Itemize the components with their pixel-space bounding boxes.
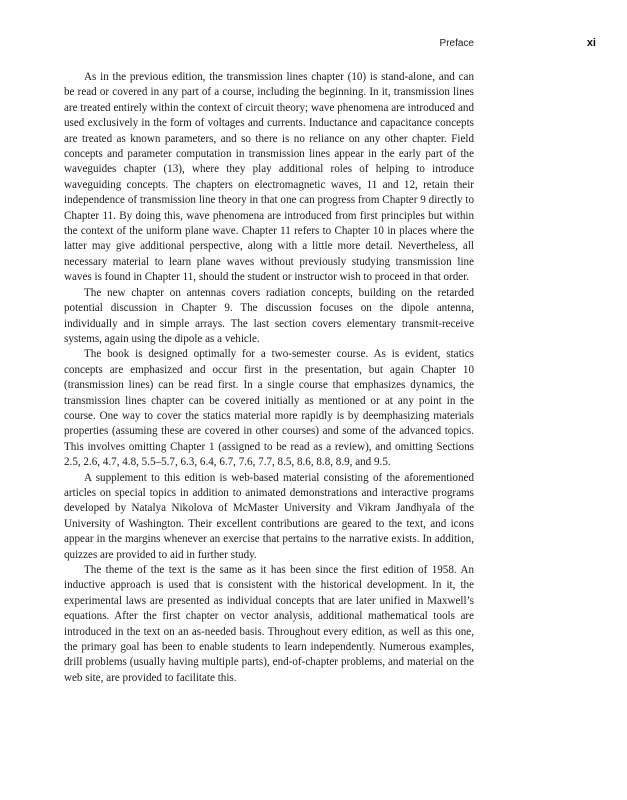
paragraph-antennas: The new chapter on antennas covers radiation concepts, building on the retarded potential discussion in Chapter 9. The discussion focuses on the dipole antenna, individually and in simple arrays. The last section covers elementary transmit-receive systems, again using the dipole as a vehicle. bbox=[64, 286, 474, 345]
paragraph-course-design: The book is designed optimally for a two-semester course. As is evident, statics concepts are emphasized and occur first in the presentation, but again Chapter 10 (transmission lines) can be read first. In a single course that emphasizes dynamics, the transmission lines chapter can be covered initially as mentioned or at any point in the course. One way to cover the statics material more rapidly is by deemphasizing materials properties (assuming these are covered in other courses) and some of the advanced topics. This involves omitting Chapter 1 (assigned to be read as a review), and omitting Sections 2.5, 2.6, 4.7, 4.8, 5.5–5.7, 6.3, 6.4, 6.7, 7.6, 7.7, 8.5, 8.6, 8.8, 8.9, and 9.5. bbox=[64, 348, 474, 469]
section-name: Preface bbox=[439, 38, 474, 49]
running-head bbox=[64, 38, 596, 52]
paragraph-web-supplement: A supplement to this edition is web-based material consisting of the aforementioned articles on special topics in addition to animated demonstrations and interactive programs developed by Natalya Nikolova of McMaster University and Vikram Jandhyala of the University of Washington. Their excellent contributions are geared to the text, and icons appear in the margins whenever an exercise that pertains to the narrative exists. In addition, quizzes are provided to aid in further study. bbox=[64, 471, 474, 561]
paragraph-theme: The theme of the text is the same as it has been since the first edition of 1958. An inductive approach is used that is consistent with the historical development. In it, the experimental laws are presented as individual concepts that are later unified in Maxwell’s equations. After the first chapter on vector analysis, additional mathematical tools are introduced in the text on an as-needed basis. Throughout every edition, as well as this one, the primary goal has been to enable students to learn independently. Numerous examples, drill problems (usually having multiple parts), end-of-chapter problems, and material on the web site, are provided to facilitate this. bbox=[64, 564, 474, 684]
preface-body bbox=[64, 70, 474, 686]
page-number: xi bbox=[586, 37, 596, 49]
paragraph-transmission-lines: As in the previous edition, the transmission lines chapter (10) is stand-alone, and can be read or covered in any part of a course, including the beginning. In it, transmission lines are treated entirely within the context of circuit theory; wave phenomena are introduced and used exclusively in the form of voltages and currents. Inductance and capacitance concepts are treated as known parameters, and so there is no reliance on any other chapter. Field concepts and parameter computation in transmission lines appear in the early part of the waveguides chapter (13), where they play additional roles of helping to introduce waveguiding concepts. The chapters on electromagnetic waves, 11 and 12, retain their independence of transmission line theory in that one can progress from Chapter 9 directly to Chapter 11. By doing this, wave phenomena are introduced from first principles but within the context of the uniform plane wave. Chapter 11 refers to Chapter 10 in places where the latter may give additional perspective, along with a little more detail. Nevertheless, all necessary material to learn plane waves without previously studying transmission line waves is found in Chapter 11, should the student or instructor wish to proceed in that order. bbox=[64, 71, 474, 284]
